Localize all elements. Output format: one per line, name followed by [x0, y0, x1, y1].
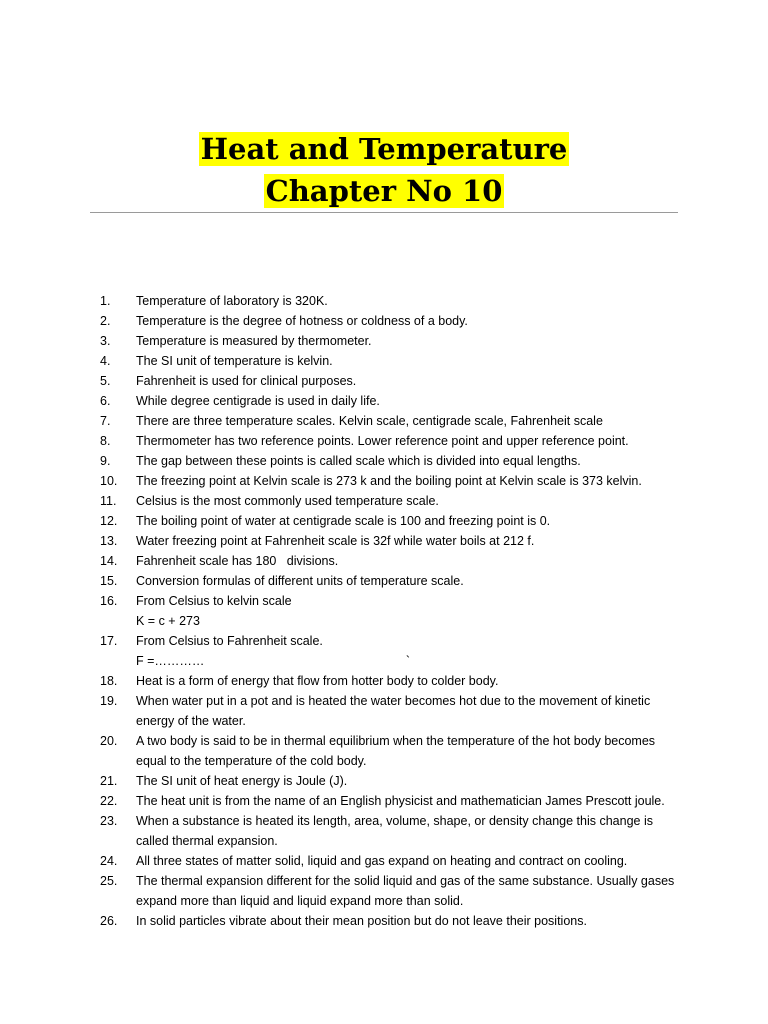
list-item-number: 4. [100, 354, 111, 368]
list-item-number: 15. [100, 574, 118, 588]
list-item-text [136, 411, 690, 431]
list-item-text [136, 371, 690, 391]
list-item-line: Heat is a form of energy that flow from hotter body to colder body. [136, 674, 499, 688]
list-item-line: The gap between these points is called scale which is divided into equal lengths. [136, 454, 581, 468]
document-title [0, 128, 768, 212]
list-item-line: equal to the temperature of the cold body. [136, 754, 367, 768]
list-item-number: 11. [100, 494, 117, 508]
list-item-text [136, 551, 690, 571]
list-item-text [136, 431, 690, 451]
list-item-number: 10. [100, 474, 118, 488]
list-item-text [136, 871, 690, 911]
list-item-text [136, 471, 690, 491]
chapter-highlight: Chapter No 10 [265, 174, 503, 208]
list-item [100, 691, 690, 731]
list-item [100, 811, 690, 851]
list-item-line: Celsius is the most commonly used temperature scale. [136, 494, 439, 508]
list-item-text [136, 731, 690, 771]
list-item-number: 24. [100, 854, 118, 868]
list-item-line: The heat unit is from the name of an English physicist and mathematician James Prescott joule. [136, 794, 665, 808]
list-item-line: F =………… ` [136, 654, 410, 668]
list-item-text [136, 791, 690, 811]
list-item [100, 511, 690, 531]
list-item-text [136, 691, 690, 731]
list-item [100, 671, 690, 691]
list-item [100, 471, 690, 491]
list-item [100, 491, 690, 511]
list-item-line: From Celsius to Fahrenheit scale. [136, 634, 323, 648]
list-item-line: In solid particles vibrate about their mean position but do not leave their positions. [136, 914, 587, 928]
list-item [100, 571, 690, 591]
list-item-text [136, 351, 690, 371]
title-line-1 [0, 128, 768, 170]
list-item [100, 771, 690, 791]
list-item-text [136, 491, 690, 511]
list-item-number: 20. [100, 734, 118, 748]
list-item [100, 851, 690, 871]
list-item [100, 791, 690, 811]
list-item-text [136, 531, 690, 551]
list-item [100, 911, 690, 931]
list-item-text [136, 591, 690, 631]
list-item-line: called thermal expansion. [136, 834, 278, 848]
list-item-number: 19. [100, 694, 118, 708]
list-item [100, 311, 690, 331]
numbered-list [100, 291, 690, 931]
list-item-text [136, 811, 690, 851]
list-item-number: 23. [100, 814, 118, 828]
list-item [100, 411, 690, 431]
list-item-number: 7. [100, 414, 111, 428]
list-item-text [136, 911, 690, 931]
list-item [100, 531, 690, 551]
list-item-number: 14. [100, 554, 118, 568]
list-item-number: 12. [100, 514, 118, 528]
list-item-line: Thermometer has two reference points. Lower reference point and upper reference point. [136, 434, 629, 448]
list-item-line: While degree centigrade is used in daily life. [136, 394, 380, 408]
list-item-number: 16. [100, 594, 118, 608]
list-item-line: The boiling point of water at centigrade scale is 100 and freezing point is 0. [136, 514, 551, 528]
title-line-2 [0, 170, 768, 212]
list-item [100, 591, 690, 631]
list-item [100, 291, 690, 311]
list-item [100, 331, 690, 351]
list-item-text [136, 511, 690, 531]
list-item-line: Fahrenheit scale has 180 divisions. [136, 554, 339, 568]
list-item-line: The thermal expansion different for the solid liquid and gas of the same substance. Usually gases [136, 874, 675, 888]
list-item-number: 18. [100, 674, 118, 688]
list-item [100, 451, 690, 471]
list-item-text [136, 451, 690, 471]
list-item-line: energy of the water. [136, 714, 246, 728]
list-item-line: Water freezing point at Fahrenheit scale is 32f while water boils at 212 f. [136, 534, 535, 548]
list-item-line: The SI unit of heat energy is Joule (J). [136, 774, 348, 788]
list-item-line: All three states of matter solid, liquid and gas expand on heating and contract on cooling. [136, 854, 628, 868]
list-item-number: 2. [100, 314, 111, 328]
list-item [100, 351, 690, 371]
list-item-text [136, 851, 690, 871]
list-item-line: When water put in a pot and is heated the water becomes hot due to the movement of kinetic [136, 694, 651, 708]
list-item-line: Fahrenheit is used for clinical purposes. [136, 374, 357, 388]
list-item [100, 871, 690, 911]
list-item-text [136, 771, 690, 791]
list-item [100, 631, 690, 671]
list-item-text [136, 671, 690, 691]
title-divider [90, 212, 678, 213]
list-item-number: 26. [100, 914, 118, 928]
list-item-text [136, 291, 690, 311]
list-item [100, 431, 690, 451]
list-item [100, 391, 690, 411]
list-item-line: The freezing point at Kelvin scale is 273 k and the boiling point at Kelvin scale is 373 kelvin. [136, 474, 642, 488]
list-item-number: 8. [100, 434, 111, 448]
list-item-number: 5. [100, 374, 111, 388]
list-item-line: expand more than liquid and liquid expand more than solid. [136, 894, 464, 908]
list-item-text [136, 631, 690, 671]
list-item-number: 1. [100, 294, 111, 308]
list-item-number: 3. [100, 334, 111, 348]
list-item-line: A two body is said to be in thermal equilibrium when the temperature of the hot body becomes [136, 734, 656, 748]
title-highlight: Heat and Temperature [200, 132, 568, 166]
list-item-number: 9. [100, 454, 111, 468]
list-item-line: There are three temperature scales. Kelvin scale, centigrade scale, Fahrenheit scale [136, 414, 603, 428]
list-item-line: From Celsius to kelvin scale [136, 594, 292, 608]
list-item-line: K = c + 273 [136, 614, 200, 628]
list-item-line: When a substance is heated its length, area, volume, shape, or density change this change is [136, 814, 653, 828]
list-item-number: 17. [100, 634, 118, 648]
list-item-line: Temperature is measured by thermometer. [136, 334, 372, 348]
list-item-number: 6. [100, 394, 111, 408]
list-item-text [136, 391, 690, 411]
list-item-text [136, 331, 690, 351]
list-item-text [136, 571, 690, 591]
list-item [100, 731, 690, 771]
list-item-number: 25. [100, 874, 118, 888]
list-item-line: Temperature of laboratory is 320K. [136, 294, 328, 308]
list-item-line: The SI unit of temperature is kelvin. [136, 354, 333, 368]
list-item-text [136, 311, 690, 331]
list-item-number: 21. [100, 774, 118, 788]
list-item-line: Conversion formulas of different units of temperature scale. [136, 574, 464, 588]
list-item [100, 551, 690, 571]
list-item-number: 22. [100, 794, 118, 808]
list-item-number: 13. [100, 534, 118, 548]
list-item-line: Temperature is the degree of hotness or coldness of a body. [136, 314, 468, 328]
list-item [100, 371, 690, 391]
